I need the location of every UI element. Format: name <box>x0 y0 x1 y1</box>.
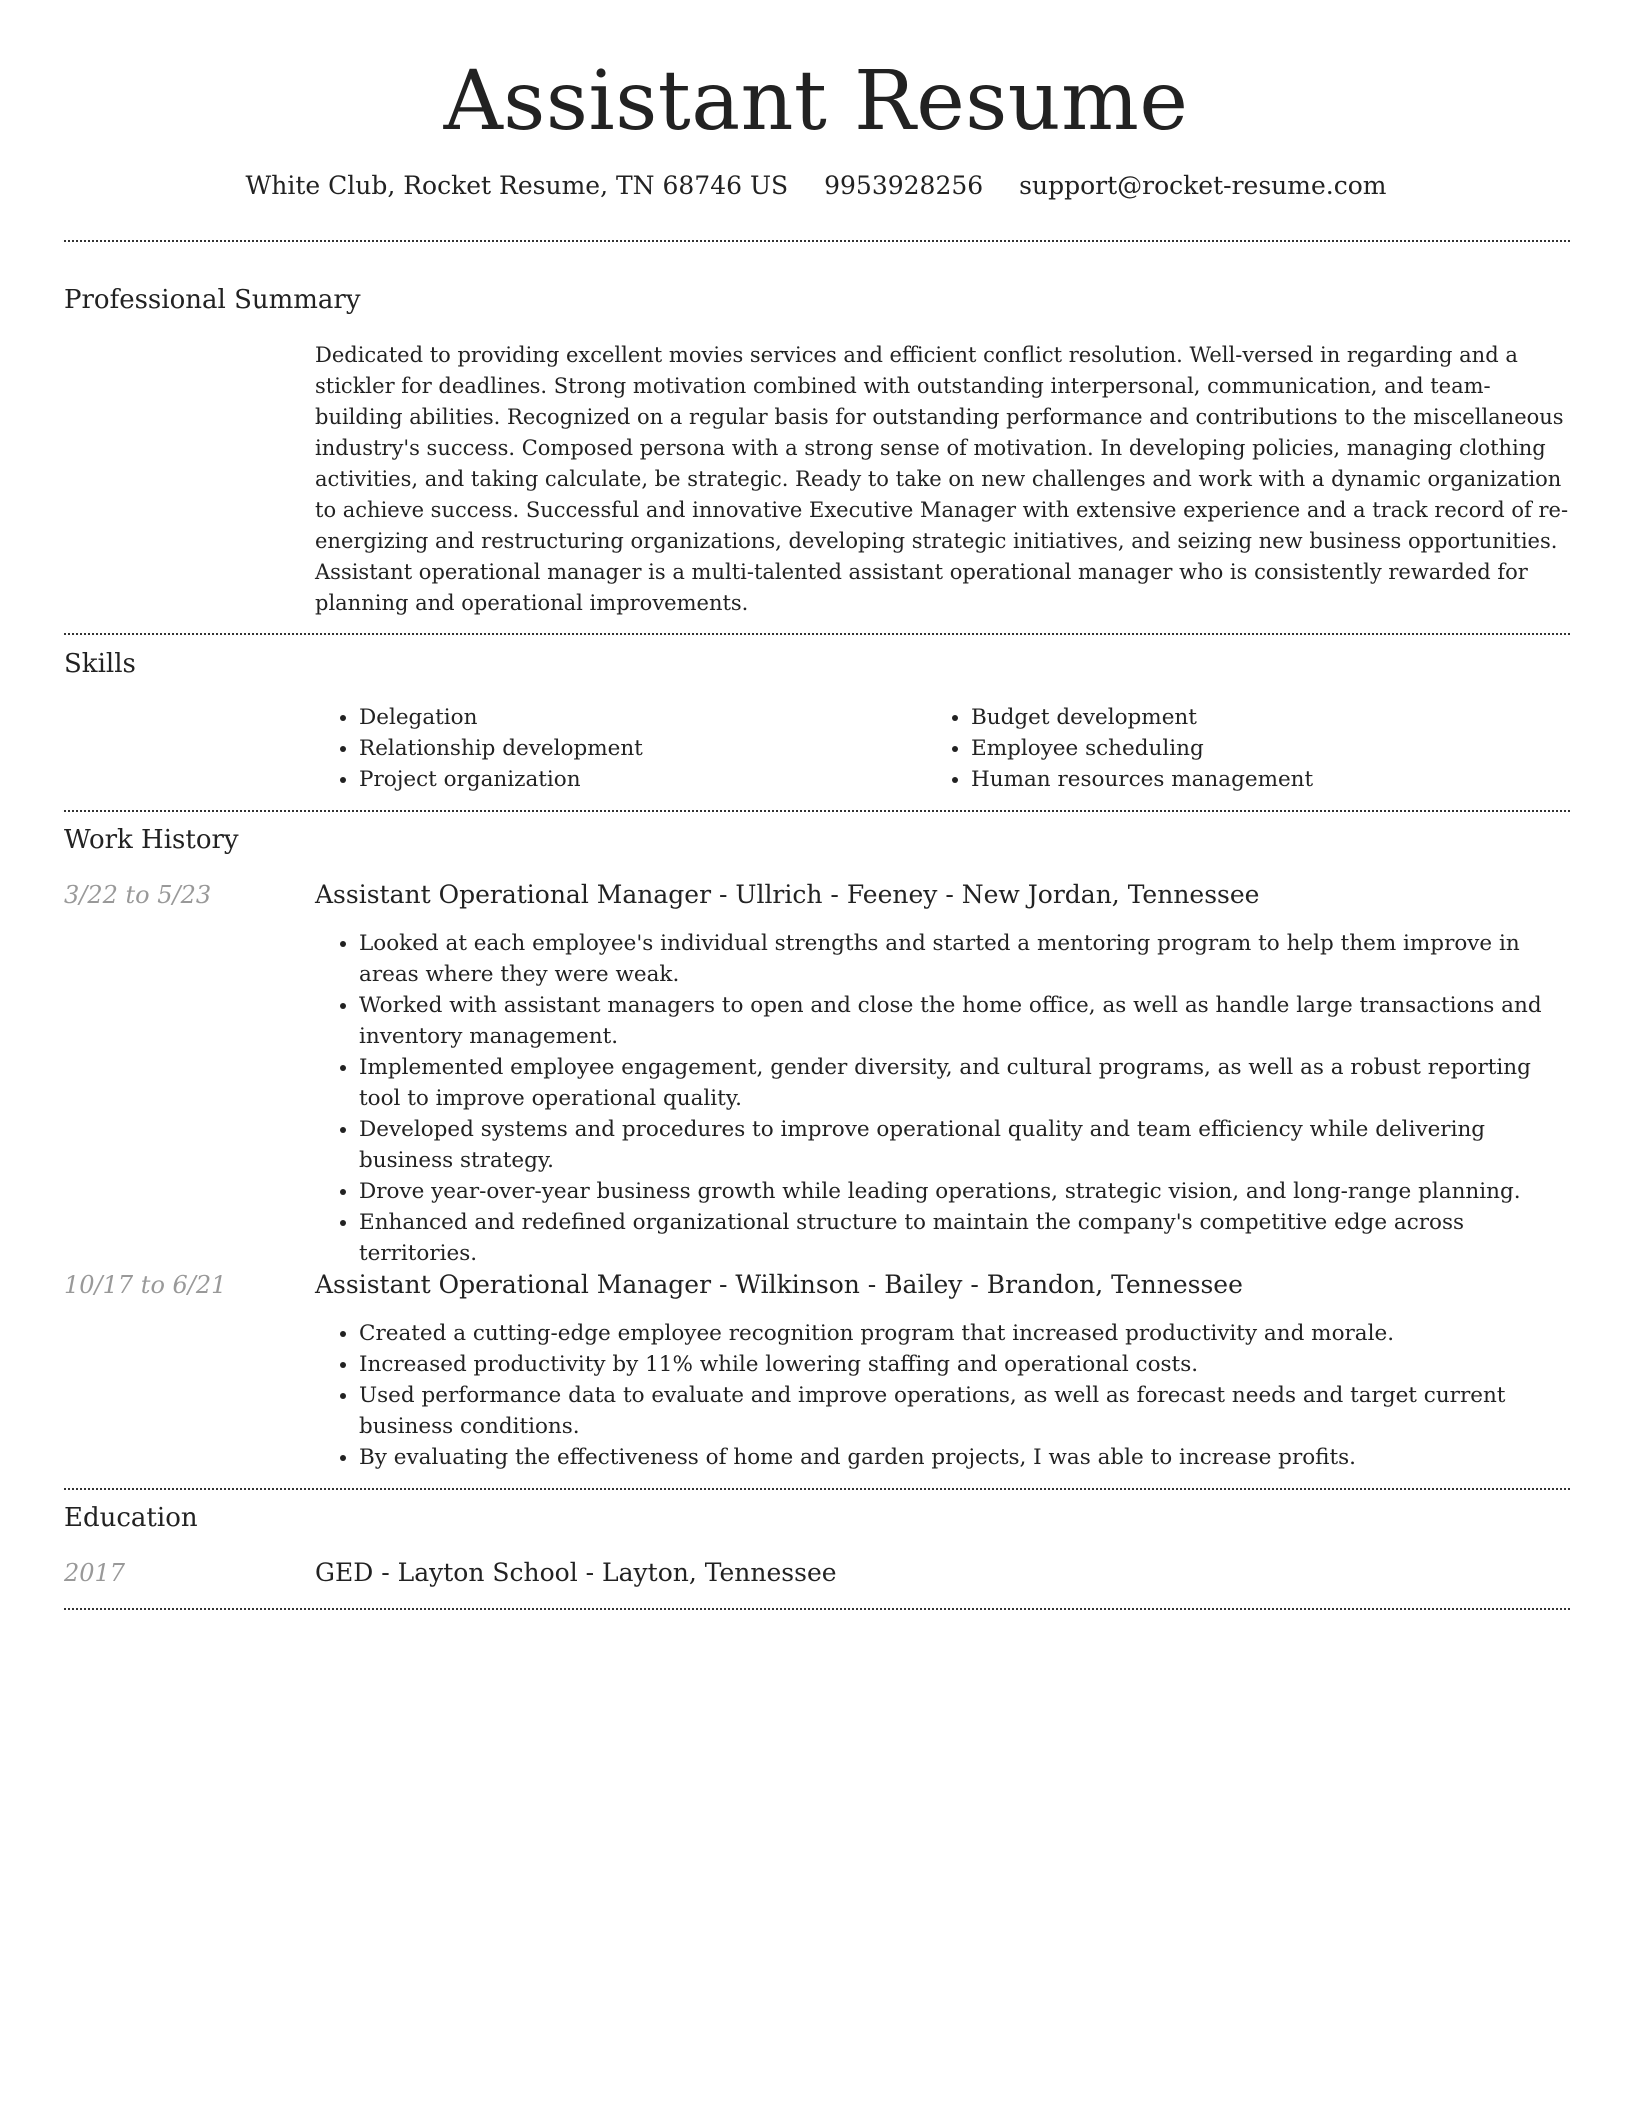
job-bullet: • By evaluating the effectiveness of home and garden projects, I was able to increase profits. <box>359 1442 1573 1473</box>
contact-email: support@rocket-resume.com <box>1019 171 1387 200</box>
education-degree: GED - Layton School - Layton, Tennessee <box>315 1558 837 1587</box>
job-bullet: • Enhanced and redefined organizational structure to maintain the company's competitive edge across territories. <box>359 1207 1573 1269</box>
education-date: 2017 <box>64 1559 126 1587</box>
resume-name: Assistant Resume <box>443 54 1189 149</box>
section-title-skills: Skills <box>64 649 136 679</box>
job-date: 3/22 to 5/23 <box>64 881 212 909</box>
skill-item: • Human resources management <box>971 764 1591 795</box>
job-bullets <box>315 928 1573 1269</box>
job-title: Assistant Operational Manager - Ullrich - Feeney - New Jordan, Tennessee <box>315 880 1260 909</box>
skill-item: • Employee scheduling <box>971 733 1591 764</box>
section-title-summary: Professional Summary <box>64 285 361 315</box>
section-title-education: Education <box>64 1503 198 1533</box>
skills-list-right <box>927 702 1591 795</box>
job-title: Assistant Operational Manager - Wilkinson - Bailey - Brandon, Tennessee <box>315 1270 1243 1299</box>
skills-list-left <box>315 702 939 795</box>
skill-item: • Delegation <box>359 702 939 733</box>
skill-item: • Budget development <box>971 702 1591 733</box>
section-title-work: Work History <box>64 825 239 855</box>
job-date: 10/17 to 6/21 <box>64 1271 227 1299</box>
job-bullet: • Implemented employee engagement, gender diversity, and cultural programs, as well as a robust reporting tool to improve operational quality. <box>359 1052 1573 1114</box>
contact-phone: 9953928256 <box>824 171 984 200</box>
skill-item: • Relationship development <box>359 733 939 764</box>
job-bullets <box>315 1318 1573 1473</box>
job-bullet: • Looked at each employee's individual strengths and started a mentoring program to help them improve in areas where they were weak. <box>359 928 1573 990</box>
contact-line <box>0 168 1632 204</box>
divider <box>64 1488 1570 1490</box>
divider <box>64 240 1570 242</box>
skill-item: • Project organization <box>359 764 939 795</box>
job-bullet: • Drove year-over-year business growth while leading operations, strategic vision, and long-range planning. <box>359 1176 1573 1207</box>
job-bullet: • Worked with assistant managers to open and close the home office, as well as handle large transactions and inventory management. <box>359 990 1573 1052</box>
summary-text: Dedicated to providing excellent movies services and efficient conflict resolution. Well-versed in regarding and a stickler for deadlines. Strong motivation combined with outstanding interpersonal, communication, and team-building abilities. Recognized on a regular basis for outstanding performance and contributions to the miscellaneous industry's success. Composed persona with a strong sense of motivation. In developing policies, managing clothing activities, and taking calculate, be strategic. Ready to take on new challenges and work with a dynamic organization to achieve success. Successful and innovative Executive Manager with extensive experience and a track record of re-energizing and restructuring organizations, developing strategic initiatives, and seizing new business opportunities. Assistant operational manager is a multi-talented assistant operational manager who is consistently rewarded for planning and operational improvements. <box>315 343 1569 615</box>
contact-address: White Club, Rocket Resume, TN 68746 US <box>245 171 789 200</box>
divider <box>64 1608 1570 1610</box>
job-bullet: • Created a cutting-edge employee recognition program that increased productivity and morale. <box>359 1318 1573 1349</box>
job-bullet: • Increased productivity by 11% while lowering staffing and operational costs. <box>359 1349 1573 1380</box>
divider <box>64 633 1570 635</box>
divider <box>64 810 1570 812</box>
job-bullet: • Developed systems and procedures to improve operational quality and team efficiency while delivering business strategy. <box>359 1114 1573 1176</box>
job-bullet: • Used performance data to evaluate and improve operations, as well as forecast needs and target current business conditions. <box>359 1380 1573 1442</box>
